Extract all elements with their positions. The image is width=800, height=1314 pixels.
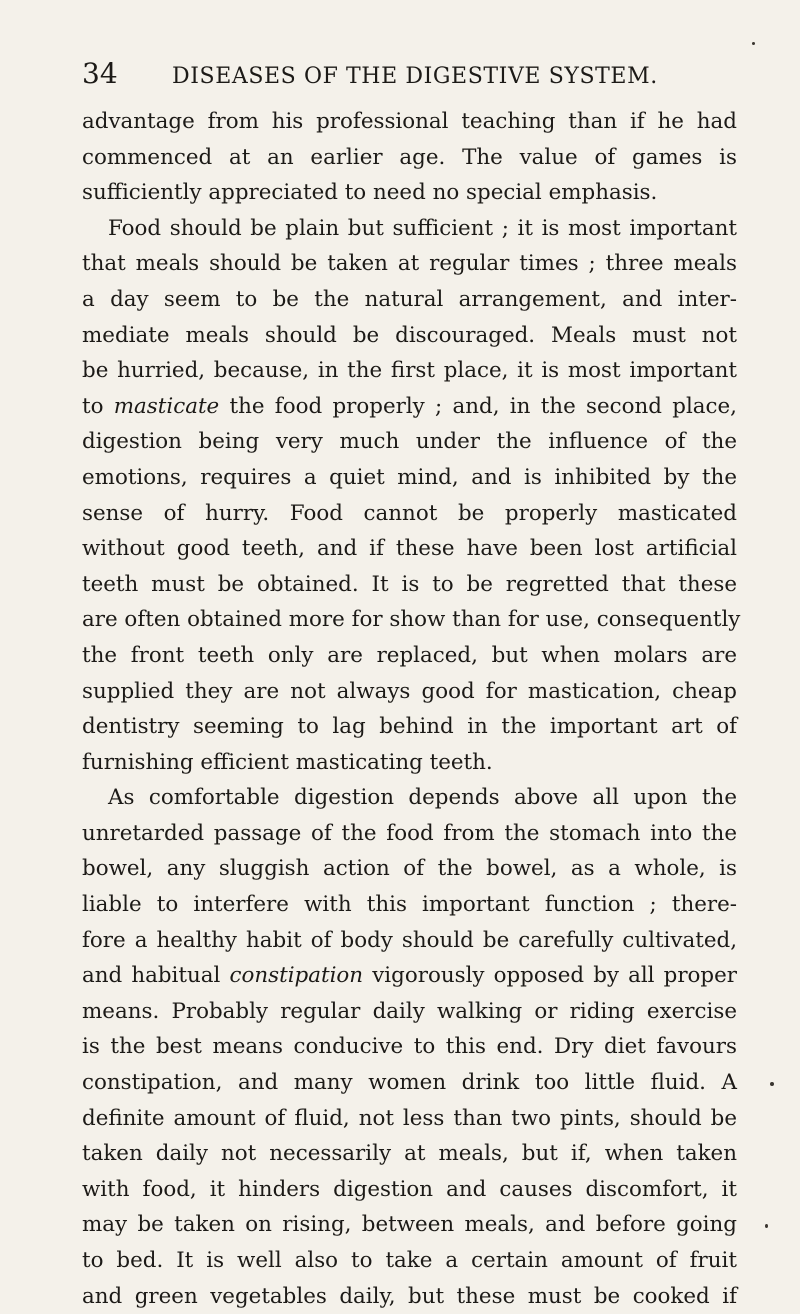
text-line: Food should be plain but sufficient ; it is most important (108, 215, 737, 241)
text-line: means. Probably regular daily walking or riding exercise (82, 998, 737, 1024)
text-line: digestion being very much under the influence of the (82, 429, 737, 455)
text-line: fore a healthy habit of body should be carefully cultivated, (82, 927, 737, 953)
body-text (82, 104, 741, 1314)
text-run: and habitual (82, 963, 221, 989)
text-run: to (82, 393, 104, 419)
text-line: supplied they are not always good for mastication, cheap (82, 678, 737, 704)
paper-speck (770, 1082, 774, 1086)
text-line: dentistry seeming to lag behind in the important art of (82, 714, 737, 740)
page-header (82, 57, 732, 94)
paper-speck (752, 42, 755, 45)
text-run: the food properly ; and, in the second place, (229, 393, 737, 419)
text-line: be hurried, because, in the first place, it is most important (82, 358, 737, 384)
text-line: may be taken on rising, between meals, and before going (82, 1212, 737, 1238)
text-line: bowel, any sluggish action of the bowel, as a whole, is (82, 856, 737, 882)
text-line: As comfortable digestion depends above all upon the (108, 785, 737, 811)
text-line: mediate meals should be discouraged. Meals must not (82, 322, 737, 348)
text-line: sense of hurry. Food cannot be properly masticated (82, 500, 737, 526)
text-line: that meals should be taken at regular times ; three meals (82, 251, 737, 277)
text-line: definite amount of fluid, not less than two pints, should be (82, 1105, 737, 1131)
text-line (82, 389, 737, 425)
text-line (82, 958, 737, 994)
text-line: without good teeth, and if these have been lost artificial (82, 536, 737, 562)
text-line: sufficiently appreciated to need no special emphasis. (82, 180, 658, 206)
paper-speck (765, 1224, 768, 1228)
page-number: 34 (82, 57, 118, 90)
running-head: DISEASES OF THE DIGESTIVE SYSTEM. (172, 64, 658, 89)
text-line: unretarded passage of the food from the stomach into the (82, 820, 737, 846)
text-line: constipation, and many women drink too little fluid. A (82, 1070, 737, 1096)
text-run: vigorously opposed by all proper (372, 963, 737, 989)
text-line: taken daily not necessarily at meals, but if, when taken (82, 1141, 737, 1167)
text-line: with food, it hinders digestion and causes discomfort, it (82, 1176, 737, 1202)
italic-term: constipation (229, 963, 364, 989)
text-line: advantage from his professional teaching than if he had (82, 109, 737, 134)
text-line: commenced at an earlier age. The value of games is (82, 144, 737, 170)
text-line: a day seem to be the natural arrangement, and inter- (82, 286, 737, 312)
text-line: emotions, requires a quiet mind, and is inhibited by the (82, 464, 737, 490)
text-line: the front teeth only are replaced, but when molars are (82, 642, 737, 668)
text-line: liable to interfere with this important function ; there- (82, 892, 737, 918)
text-line: to bed. It is well also to take a certain amount of fruit (82, 1248, 737, 1273)
text-line: is the best means conducive to this end. Dry diet favours (82, 1034, 737, 1060)
text-line: teeth must be obtained. It is to be regretted that these (82, 571, 737, 597)
text-line: furnishing efficient masticating teeth. (82, 749, 493, 775)
italic-term: masticate (113, 393, 220, 419)
text-line: are often obtained more for show than for use, consequently (82, 607, 741, 633)
text-line: and green vegetables daily, but these must be cooked if (82, 1283, 737, 1309)
